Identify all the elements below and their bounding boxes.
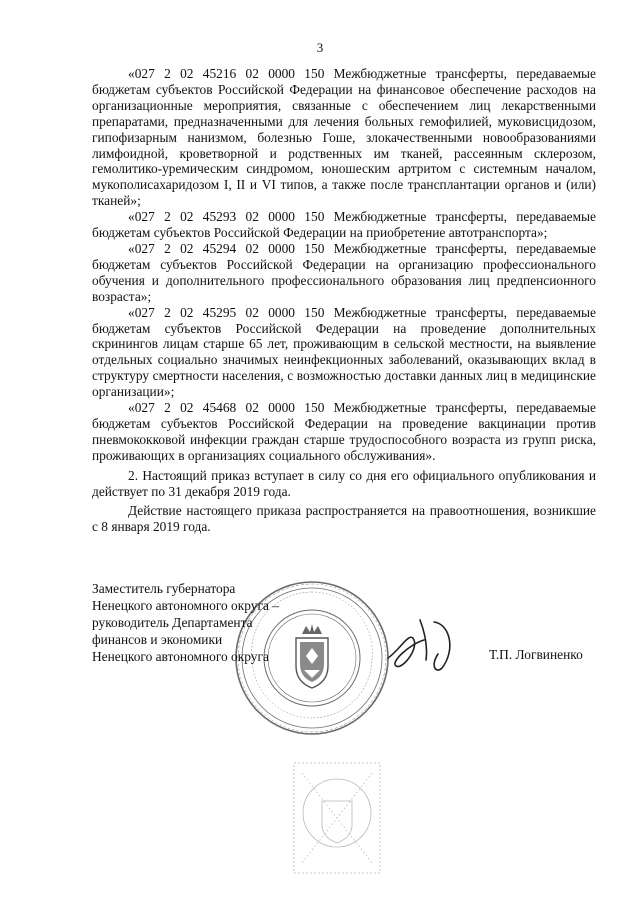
signer-title-line: руководитель Департамента <box>92 615 253 630</box>
page-number: 3 <box>316 40 324 55</box>
signer-title <box>92 580 279 665</box>
paragraph-code-45295: «027 2 02 45295 02 0000 150 Межбюджетные трансферты, передаваемые бюджетам субъектов Российской Федерации на проведение дополнительных скринингов лицам старше 65 лет, проживающим в сельской местности, на выявление отдельных социально значимых неинфекционных заболеваний, оказывающих вклад в структуру смертности населения, с возможностью доставки данных лиц в медицинские организации»; <box>92 304 596 400</box>
faint-stamp-impression <box>282 753 392 891</box>
paragraph-code-45468: «027 2 02 45468 02 0000 150 Межбюджетные трансферты, передаваемые бюджетам субъектов Российской Федерации на проведение вакцинации против пневмококковой инфекции граждан старше трудоспособного возраста из групп риска, проживающих в организациях социального обслуживания». <box>92 400 596 463</box>
signer-title-line: Заместитель губернатора <box>92 581 236 596</box>
signer-name: Т.П. Логвиненко <box>489 647 583 662</box>
paragraph-code-45294: «027 2 02 45294 02 0000 150 Межбюджетные трансферты, передаваемые бюджетам субъектов Российской Федерации на организацию профессионального обучения и дополнительного профессионального образования лиц предпенсионного возраста»; <box>92 240 596 304</box>
signer-title-line: Ненецкого автономного округа <box>92 649 269 664</box>
signer-title-line: финансов и экономики <box>92 632 223 647</box>
paragraph-effective-date: 2. Настоящий приказ вступает в силу со дня его официального опубликования и действует по 31 декабря 2019 года. <box>92 467 596 499</box>
signer-title-line: Ненецкого автономного округа – <box>92 598 279 613</box>
paragraph-retroactive: Действие настоящего приказа распространяется на правоотношения, возникшие с 8 января 2019 года. <box>92 503 596 535</box>
paragraph-code-45216: «027 2 02 45216 02 0000 150 Межбюджетные трансферты, передаваемые бюджетам субъектов Российской Федерации на финансовое обеспечение расходов на организационные мероприятия, связанные с обеспечением лиц лекарственными препаратами, предназначенными для лечения больных гемофилией, муковисцидозом, гипофизарным нанизмом, болезнью Гоше, злокачественными новообразованиями лимфоидной, кроветворной и родственных им тканей, рассеянным склерозом, гемолитико-уремическим синдромом, юношеским артритом с системным началом, мукополисахаридозом I, II и VI типов, а также после трансплантации органов и (или) тканей»; <box>92 66 596 209</box>
handwritten-signature <box>380 610 480 680</box>
paragraph-code-45293: «027 2 02 45293 02 0000 150 Межбюджетные трансферты, передаваемые бюджетам субъектов Российской Федерации на приобретение автотранспорта»; <box>92 209 596 241</box>
document-body <box>92 66 596 535</box>
